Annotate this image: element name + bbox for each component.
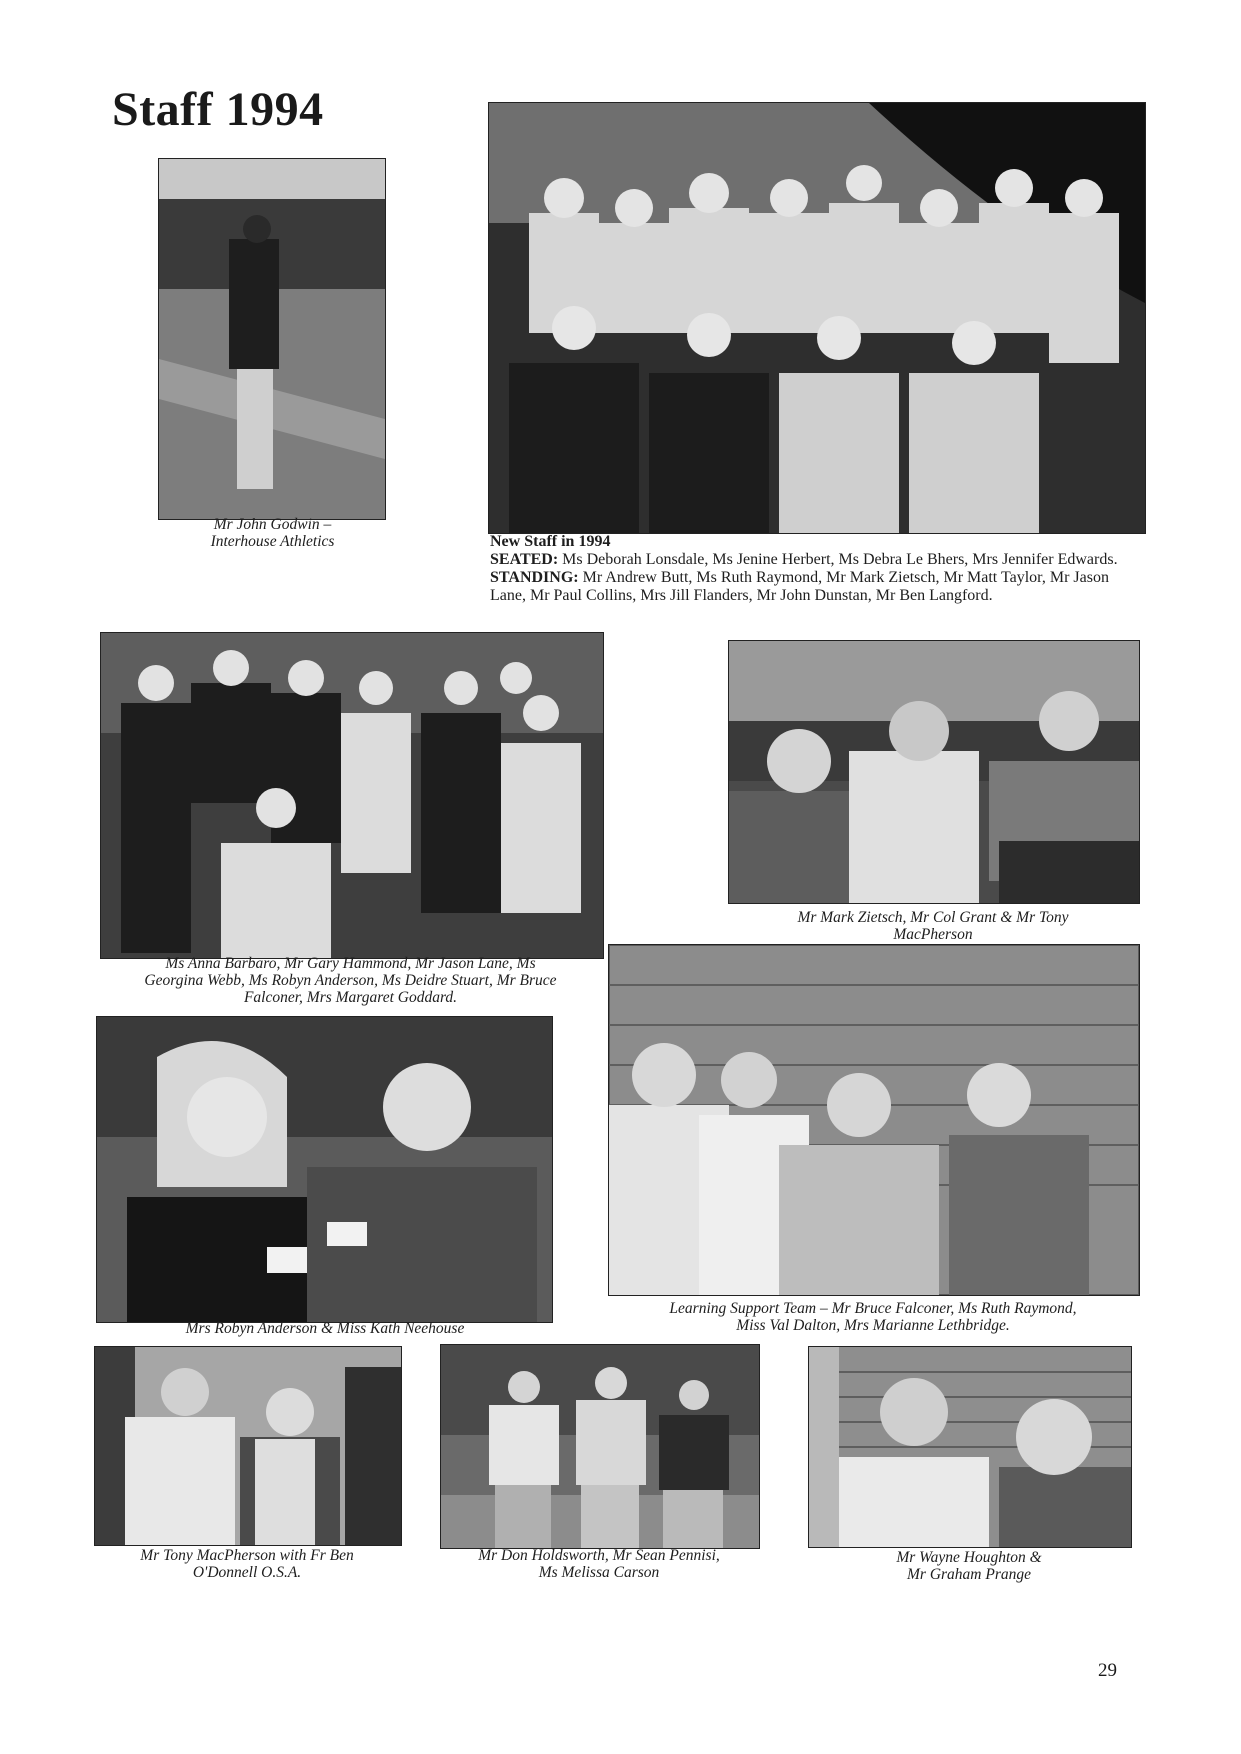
caption-learning-line1: Learning Support Team – Mr Bruce Falconer, Ms Ruth Raymond, <box>669 1300 1077 1317</box>
caption-staff-group <box>98 955 603 1006</box>
caption-godwin-line2: Interhouse Athletics <box>210 533 335 550</box>
caption-anderson-line1: Mrs Robyn Anderson & Miss Kath Neehouse <box>185 1320 465 1337</box>
caption-staff-group-line1: Ms Anna Barbaro, Mr Gary Hammond, Mr Jason Lane, Ms <box>165 955 536 972</box>
caption-houghton-line1: Mr Wayne Houghton & <box>896 1549 1042 1566</box>
caption-staff-group-line2: Georgina Webb, Ms Robyn Anderson, Ms Deidre Stuart, Mr Bruce <box>144 972 557 989</box>
caption-godwin-line1: Mr John Godwin – <box>213 516 332 533</box>
photo-zietsch-grant-macpherson <box>728 640 1140 904</box>
caption-anderson-neehouse <box>100 1320 550 1337</box>
caption-holdsworth <box>440 1547 758 1581</box>
caption-zietsch-line1: Mr Mark Zietsch, Mr Col Grant & Mr Tony <box>797 909 1069 926</box>
photo-holdsworth-pennisi-carson <box>440 1344 760 1549</box>
caption-houghton <box>808 1549 1130 1583</box>
photo-houghton-prange <box>808 1346 1132 1548</box>
caption-zietsch <box>728 909 1138 943</box>
photo-john-godwin <box>158 158 386 520</box>
caption-holdsworth-line1: Mr Don Holdsworth, Mr Sean Pennisi, <box>478 1547 720 1564</box>
photo-macpherson-odonnell <box>94 1346 402 1546</box>
caption-zietsch-line2: MacPherson <box>893 926 973 943</box>
caption-learning-support <box>608 1300 1138 1334</box>
standing-names: Mr Andrew Butt, Ms Ruth Raymond, Mr Mark Zietsch, Mr Matt Taylor, Mr Jason Lane, Mr Paul Collins, Mrs Jill Flanders, Mr John Dunstan, Mr Ben Langford. <box>490 569 1109 604</box>
seated-names: Ms Deborah Lonsdale, Ms Jenine Herbert, Ms Debra Le Bhers, Mrs Jennifer Edwards. <box>558 551 1118 568</box>
caption-new-staff <box>490 533 1140 605</box>
photo-new-staff <box>488 102 1146 534</box>
seated-label: SEATED: <box>490 551 559 568</box>
caption-godwin <box>170 516 375 550</box>
photo-learning-support-team <box>608 944 1140 1296</box>
caption-macpherson-line2: O'Donnell O.S.A. <box>192 1564 302 1581</box>
page-title: Staff 1994 <box>112 83 324 136</box>
caption-staff-group-line3: Falconer, Mrs Margaret Goddard. <box>243 989 458 1006</box>
page-number: 29 <box>1098 1660 1117 1681</box>
caption-macpherson <box>94 1547 400 1581</box>
caption-macpherson-line1: Mr Tony MacPherson with Fr Ben <box>140 1547 354 1564</box>
photo-staff-group <box>100 632 604 959</box>
caption-holdsworth-line2: Ms Melissa Carson <box>538 1564 660 1581</box>
caption-new-staff-heading: New Staff in 1994 <box>490 533 611 550</box>
standing-label: STANDING: <box>490 569 579 586</box>
caption-seated <box>490 551 1140 569</box>
photo-anderson-neehouse <box>96 1016 553 1323</box>
caption-learning-line2: Miss Val Dalton, Mrs Marianne Lethbridge. <box>736 1317 1010 1334</box>
caption-houghton-line2: Mr Graham Prange <box>907 1566 1031 1583</box>
caption-standing <box>490 569 1140 605</box>
